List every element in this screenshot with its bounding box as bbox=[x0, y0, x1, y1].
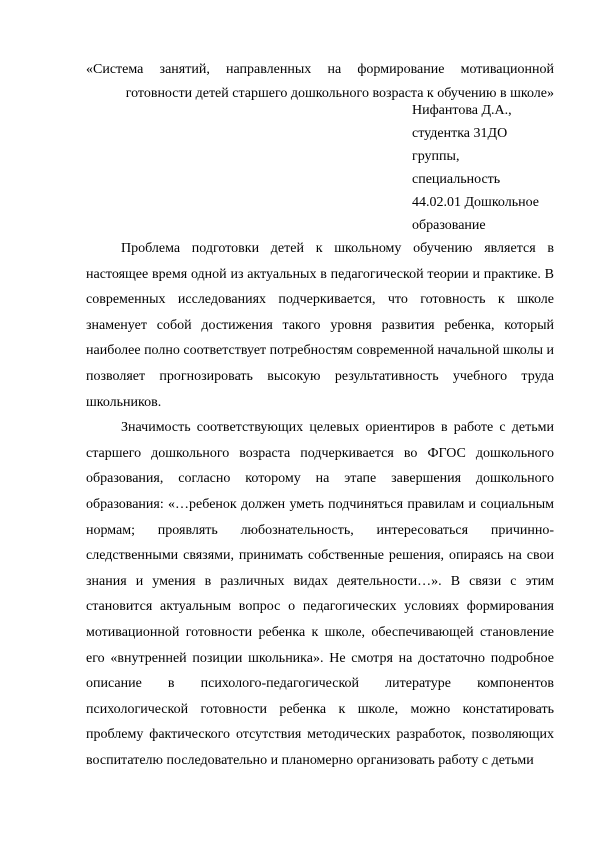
document-title: «Система занятий, направленных на формирование мотивационной готовности детей старшего дошкольного возраста к обучению в школе» bbox=[86, 62, 554, 101]
author-specialty-code: 44.02.01 Дошкольное bbox=[412, 195, 539, 210]
author-specialty-name: образование bbox=[412, 218, 486, 233]
author-specialty-label: специальность bbox=[412, 172, 501, 187]
paragraph: Значимость соответствующих целевых ориентиров в работе с детьми старшего дошкольного возраста подчеркивается во ФГОС дошкольного образования, согласно которому на этапе завершения дошкольного образования: «…ребенок должен уметь подчиняться правилам и социальным нормам; проявлять любознательность, интересоваться причинно-следственными связями, принимать собственные решения, опираясь на свои знания и умения в различных видах деятельности…». В связи с этим становится актуальным вопрос о педагогических условиях формирования мотивационной готовности ребенка к школе, обеспечивающей становление его «внутренней позиции школьника». Не смотря на достаточно подробное описание в психолого-педагогической литературе компонентов психологической готовности ребенка к школе, можно констатировать проблему фактического отсутствия методических разработок, позволяющих воспитателю последовательно и планомерно организовать работу с детьми bbox=[86, 420, 554, 768]
author-block bbox=[412, 99, 562, 237]
author-name: Нифантова Д.А., bbox=[412, 103, 512, 118]
author-group: группы, bbox=[412, 149, 460, 164]
paragraph: Проблема подготовки детей к школьному обучению является в настоящее время одной из актуальных в педагогической теории и практике. В современных исследованиях подчеркивается, что готовность к школе знаменует собой достижения такого уровня развития ребенка, который наиболее полно соответствует потребностям современной начальной школы и позволяет прогнозировать высокую результативность учебного труда школьников. bbox=[86, 241, 554, 410]
author-role: студентка 31ДО bbox=[412, 126, 508, 141]
document-body bbox=[86, 236, 554, 773]
